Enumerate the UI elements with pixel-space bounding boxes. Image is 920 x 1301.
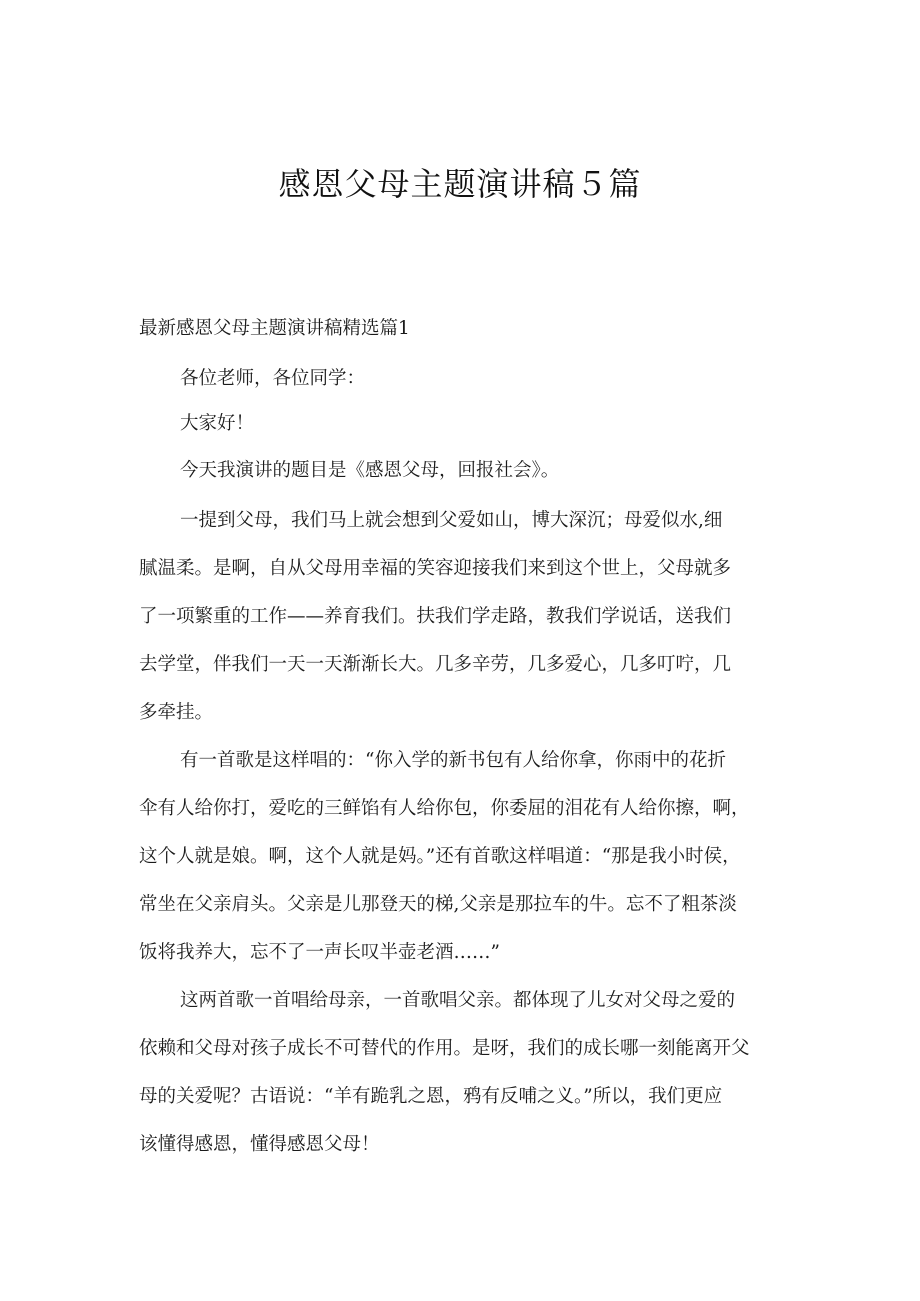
topic-line: 今天我演讲的题目是《感恩父母，回报社会》。	[180, 460, 560, 481]
paragraph-line: 常坐在父亲肩头。父亲是儿那登天的梯,父亲是那拉车的牛。忘不了粗茶淡	[139, 894, 737, 915]
greeting-line: 大家好！	[180, 413, 255, 434]
paragraph-line: 一提到父母，我们马上就会想到父爱如山，博大深沉；母爱似水,细	[180, 510, 723, 531]
paragraph-line: 这两首歌一首唱给母亲，一首歌唱父亲。都体现了儿女对父母之爱的	[180, 990, 736, 1011]
salutation-line: 各位老师，各位同学：	[180, 368, 366, 389]
paragraph-line: 该懂得感恩，懂得感恩父母！	[139, 1134, 380, 1155]
section-heading: 最新感恩父母主题演讲稿精选篇1	[139, 318, 410, 339]
paragraph-line: 饭将我养大，忘不了一声长叹半壶老酒……”	[139, 942, 500, 963]
paragraph-line: 母的关爱呢？古语说：“羊有跪乳之恩，鸦有反哺之义。”所以，我们更应	[139, 1086, 723, 1107]
paragraph-line: 去学堂，伴我们一天一天渐渐长大。几多辛劳，几多爱心，几多叮咛，几	[139, 654, 732, 675]
paragraph-line: 了一项繁重的工作——养育我们。扶我们学走路，教我们学说话，送我们	[139, 606, 732, 627]
paragraph-line: 伞有人给你打，爱吃的三鲜馅有人给你包，你委屈的泪花有人给你擦，啊，	[139, 798, 750, 819]
paragraph-line: 腻温柔。是啊，自从父母用幸福的笑容迎接我们来到这个世上，父母就多	[139, 558, 732, 579]
document-title: 感恩父母主题演讲稿５篇	[278, 165, 642, 203]
paragraph-line: 有一首歌是这样唱的：“你入学的新书包有人给你拿，你雨中的花折	[180, 750, 726, 771]
paragraph-line: 这个人就是娘。啊，这个人就是妈。”还有首歌这样唱道：“那是我小时侯，	[139, 846, 741, 867]
paragraph-line: 依赖和父母对孩子成长不可替代的作用。是呀，我们的成长哪一刻能离开父	[139, 1038, 750, 1059]
paragraph-line: 多牵挂。	[139, 702, 214, 723]
